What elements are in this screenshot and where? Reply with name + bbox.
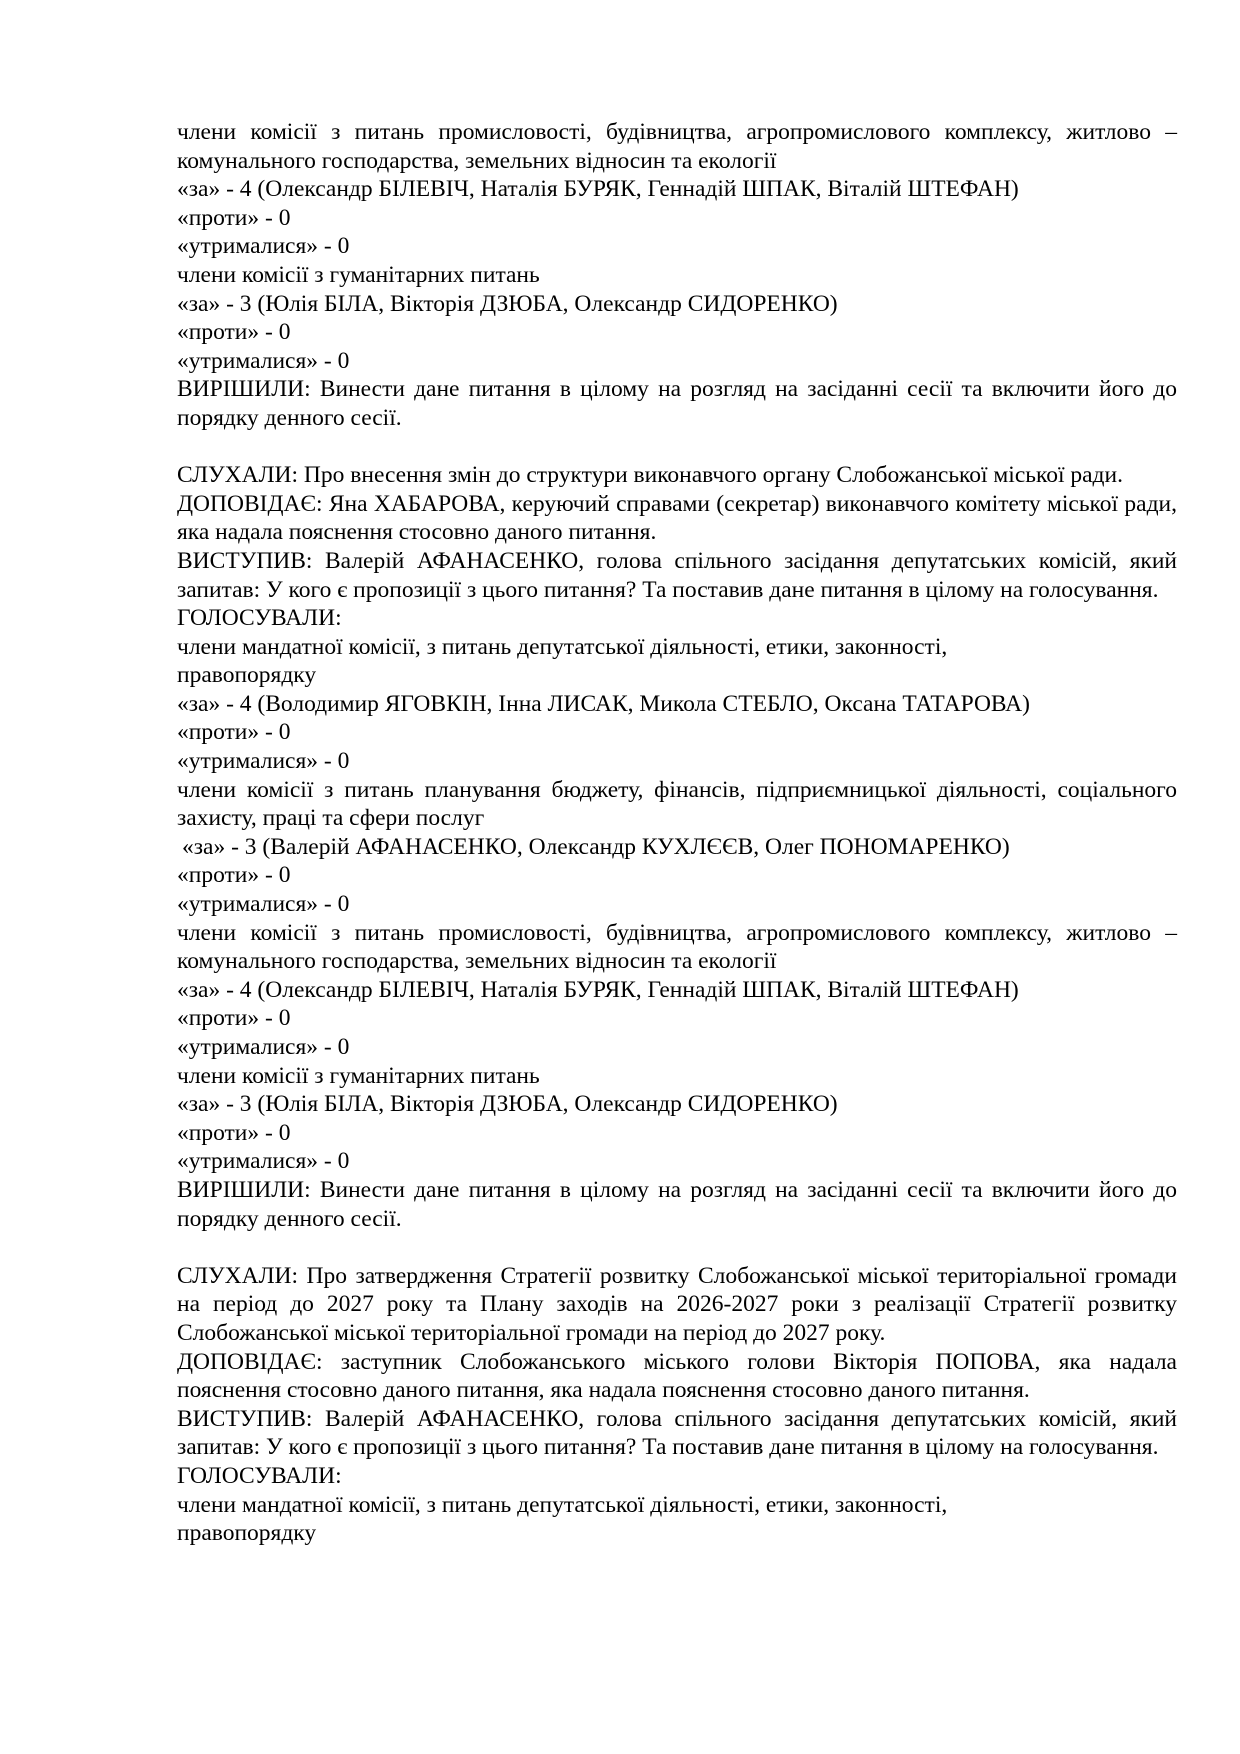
vote-for: «за» - 3 (Валерій АФАНАСЕНКО, Олександр КУХЛЄЄВ, Олег ПОНОМАРЕНКО) — [182, 833, 1010, 860]
vote-for: «за» - 4 (Олександр БІЛЕВІЧ, Наталія БУРЯК, Геннадій ШПАК, Віталій ШТЕФАН) — [177, 176, 1019, 203]
vote-abstained: «утрималися» - 0 — [177, 1034, 350, 1060]
vote-against: «проти» - 0 — [177, 1119, 291, 1146]
committee-heading-industry: члени комісії з питань промисловості, будівництва, агропромислового комплексу, житлово – комунального господарства, земельних відносин та екології — [177, 919, 1177, 975]
committee-heading-mandate-cont: правопорядку — [177, 1520, 317, 1547]
vote-abstained: «утрималися» - 0 — [177, 347, 350, 374]
agenda-item-heard: СЛУХАЛИ: Про внесення змін до структури виконавчого органу Слобожанської міської ради. — [177, 462, 1123, 489]
agenda-item-heard: СЛУХАЛИ: Про затвердження Стратегії розвитку Слобожанської міської територіальної громади на період до 2027 року та Плану заходів на 2026-2027 роки з реалізації Стратегії розвитку Слобожанської міської територіальної громади на період до 2027 року. — [177, 1262, 1177, 1346]
speaker: ВИСТУПИВ: Валерій АФАНАСЕНКО, голова спільного засідання депутатських комісій, який запитав: У кого є пропозиції з цього питання? Та поставив дане питання в цілому на голосування. — [177, 1405, 1177, 1461]
vote-against: «проти» - 0 — [177, 862, 291, 889]
vote-for: «за» - 4 (Володимир ЯГОВКІН, Інна ЛИСАК, Микола СТЕБЛО, Оксана ТАТАРОВА) — [177, 690, 1030, 717]
document-body — [177, 118, 1177, 1548]
vote-against: «проти» - 0 — [177, 204, 291, 231]
committee-heading-budget: члени комісії з питань планування бюджету, фінансів, підприємницької діяльності, соціального захисту, праці та сфери послуг — [177, 776, 1177, 832]
committee-heading-mandate-cont: правопорядку — [177, 662, 317, 689]
vote-abstained: «утрималися» - 0 — [177, 748, 350, 775]
voting-heading: ГОЛОСУВАЛИ: — [177, 1462, 342, 1489]
speaker: ВИСТУПИВ: Валерій АФАНАСЕНКО, голова спільного засідання депутатських комісій, який запитав: У кого є пропозиції з цього питання? Та поставив дане питання в цілому на голосування. — [177, 547, 1177, 603]
vote-for: «за» - 4 (Олександр БІЛЕВІЧ, Наталія БУРЯК, Геннадій ШПАК, Віталій ШТЕФАН) — [177, 976, 1019, 1003]
vote-against: «проти» - 0 — [177, 1005, 291, 1032]
vote-against: «проти» - 0 — [177, 719, 291, 746]
vote-against: «проти» - 0 — [177, 319, 291, 346]
vote-abstained: «утрималися» - 0 — [177, 1148, 350, 1175]
reporter: ДОПОВІДАЄ: Яна ХАБАРОВА, керуючий справами (секретар) виконавчого комітету міської ради, яка надала пояснення стосовно даного питання. — [177, 490, 1177, 546]
vote-for: «за» - 3 (Юлія БІЛА, Вікторія ДЗЮБА, Олександр СИДОРЕНКО) — [177, 290, 838, 317]
vote-for: «за» - 3 (Юлія БІЛА, Вікторія ДЗЮБА, Олександр СИДОРЕНКО) — [177, 1091, 838, 1118]
committee-heading-humanitarian: члени комісії з гуманітарних питань — [177, 261, 540, 288]
vote-abstained: «утрималися» - 0 — [177, 891, 350, 918]
committee-heading-industry: члени комісії з питань промисловості, будівництва, агропромислового комплексу, житлово – комунального господарства, земельних відносин та екології — [177, 119, 1177, 174]
paragraph-spacer — [177, 1233, 1177, 1262]
committee-heading-humanitarian: члени комісії з гуманітарних питань — [177, 1062, 540, 1089]
voting-heading: ГОЛОСУВАЛИ: — [177, 605, 342, 632]
vote-abstained: «утрималися» - 0 — [177, 233, 350, 260]
decision: ВИРІШИЛИ: Винести дане питання в цілому на розгляд на засіданні сесії та включити його до порядку денного сесії. — [177, 1176, 1177, 1232]
reporter: ДОПОВІДАЄ: заступник Слобожанського міського голови Вікторія ПОПОВА, яка надала пояснення стосовно даного питання, яка надала пояснення стосовно даного питання. — [177, 1348, 1177, 1404]
decision: ВИРІШИЛИ: Винести дане питання в цілому на розгляд на засіданні сесії та включити його до порядку денного сесії. — [177, 376, 1177, 431]
committee-heading-mandate: члени мандатної комісії, з питань депутатської діяльності, етики, законності, — [177, 633, 948, 660]
committee-heading-mandate: члени мандатної комісії, з питань депутатської діяльності, етики, законності, — [177, 1491, 948, 1518]
paragraph-spacer — [177, 433, 1177, 462]
